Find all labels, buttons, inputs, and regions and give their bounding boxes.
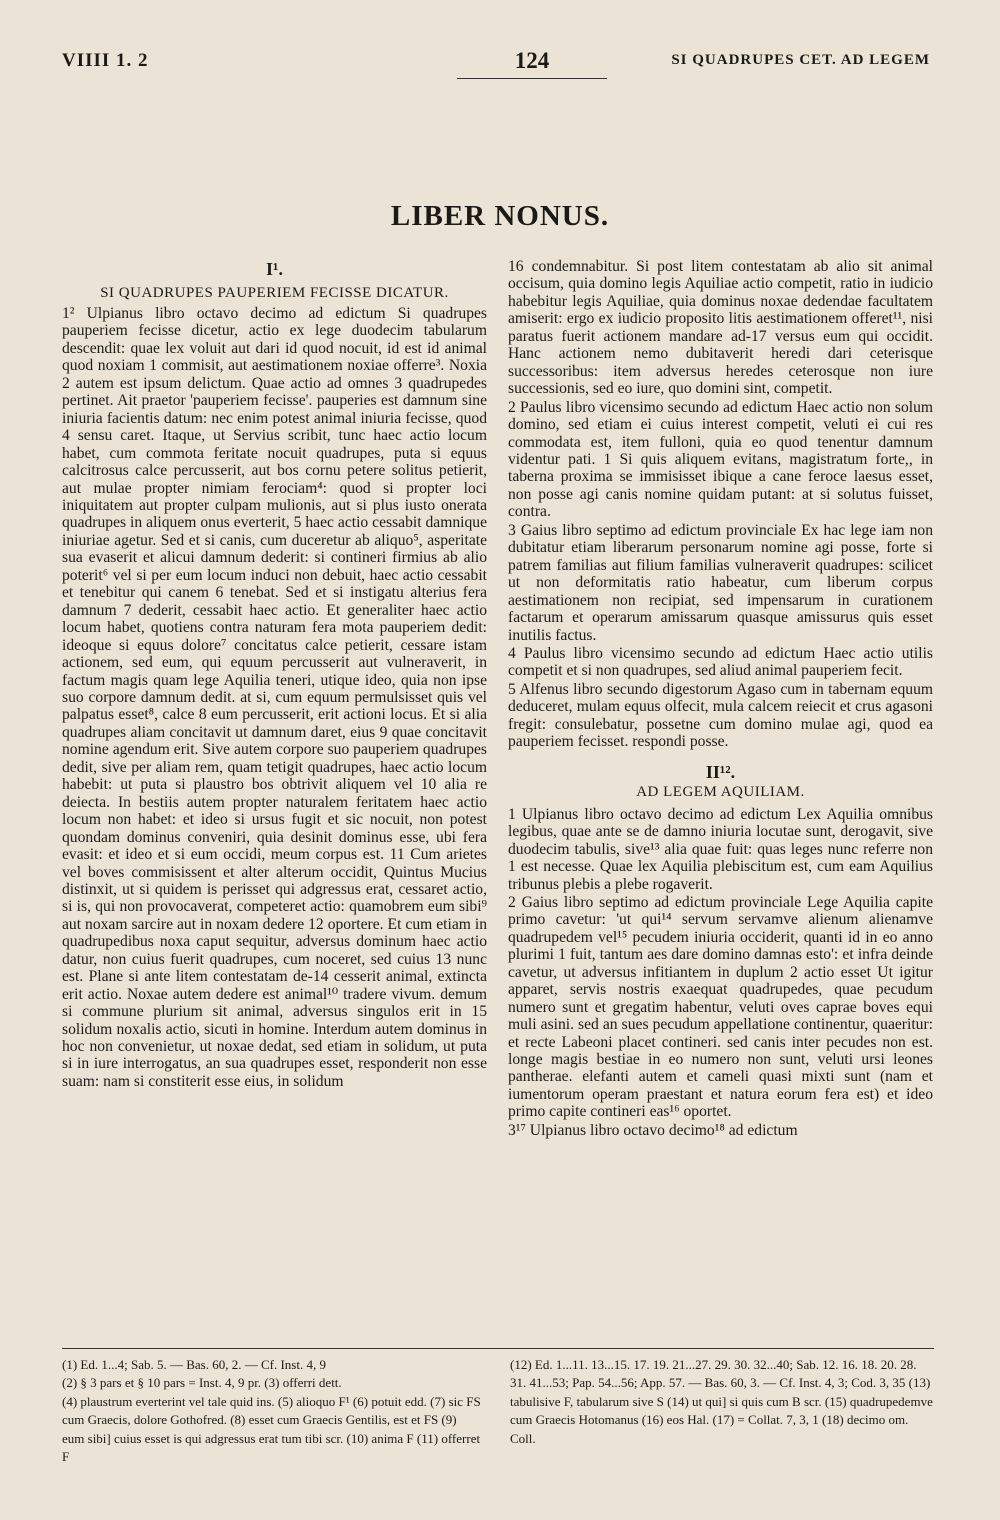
book-title: LIBER NONUS. — [390, 200, 610, 232]
text-paragraph: 4 Paulus libro vicensimo secundo ad edictum Haec actio utilis competit et si non quadrupes, sed aliud animal pauperiem fecit. — [508, 644, 933, 680]
text-paragraph: 1² Ulpianus libro octavo decimo ad edictum Si quadrupes pauperiem fecisse dicetur, actio ex lege duodecim tabularum descendit: quae lex voluit aut dari id quod nocuit, id est id animal quod noxiam 1 commisit, aut aestimationem noxiae offerre³. Noxia 2 autem est ipsum delictum. Quae actio ad omnes 3 quadrupedes pertinet. Ait praetor 'pauperiem fecisse'. pauperies est damnum sine iniuria facientis datum: nec enim potest animal iniuria fecisse, quod 4 sensu caret. Itaque, ut Servius scribit, tunc haec actio locum habet, cum commota feritate nocuit quadrupes, puta si equus calcitrosus calce percusserit, aut bos cornu petere solitus petierit, aut mulae propter nimiam ferociam⁴: quod si propter loci iniquitatem aut propter culpam mulionis, aut si plus iusto onerata quadrupes in aliquem onus everterit, 5 haec actio cessabit damnique iniuriae agetur. Sed et si canis, cum duceretur ab aliquo⁵, asperitate sua evaserit et alicui damnum dederit: si contineri firmius ab alio poterit⁶ vel si per eum locum induci non debuit, haec actio cessabit et tenebitur qui canem 6 tenebat. Sed et si instigatu alterius fera damnum 7 dederit, cessabit haec actio. Et generaliter haec actio locum habet, quotiens contra naturam fera mota pauperiem dedit: ideoque si equus dolore⁷ concitatus calce petierit, cessare istam actionem, sed eum, qui equum percusserit aut vulneraverit, in factum magis quam lege Aquilia teneri, utique ideo, quia non ipse suo corpore damnum dedit. at si, cum equum permulsisset quis vel palpatus esset⁸, calce 8 eum percusserit, erit actioni locus. Et si alia quadrupes aliam concitavit ut damnum daret, eius 9 quae concitavit nomine agendum erit. Sive autem corpore suo pauperiem quadrupes dedit, sive per aliam rem, quam tetigit quadrupes, haec actio locum habebit: ut puta si plaustro bos obtrivit aliquem vel 10 alia re deiecta. In bestiis autem propter naturalem feritatem haec actio locum non habet: et ideo si ursus fugit et sic nocuit, non potest quondam dominus conveniri, quia desinit dominus esse, ubi fera evasit: et ideo et si eum occidi, meum corpus est. 11 Cum arietes vel boves commisissent et alter alterum occidit, Quintus Mucius distinxit, ut si quidem is perisset qui adgressus erat, cessaret actio, si is, qui non provocaverat, competeret actio: quamobrem eum sibi⁹ aut noxam sarcire aut in noxam dedere 12 oportere. Et cum etiam in quadrupedibus noxa caput sequitur, adversus dominum haec actio datur, non cuius fuerit quadrupes, cum noceret, sed cuius 13 nunc est. Plane si ante litem contestatam de-14 cesserit animal, extincta erit actio. Noxae autem dedere est animal¹⁰ tradere vivum. demum si commune plurium sit animal, adversus singulos erit in 15 solidum noxalis actio, sicuti in homine. Interdum autem dominus in hoc non convenietur, ut noxae dedat, sed etiam in solidum, ut puta si in iure interrogatus, an sua quadrupes esset, responderit non esse suam: nam si constiterit esse eius, in solidum — [62, 305, 487, 1090]
footnote-entry: (12) Ed. 1...11. 13...15. 17. 19. 21...27. 29. 30. 32...40; Sab. 12. 16. 18. 20. 28. 31. 41...53; Pap. 54...56; App. 57. — Bas. 60, 3. — Cf. Inst. 4, 3; Cod. 3, 35 (13) tabulisive F, tabularum sive S (14) ut qui] si quis cum B scr. (15) quadrupedemve cum Graecis Hotomanus (16) eos Hal. (17) = Collat. 7, 3, 1 (18) decimo om. Coll. — [510, 1357, 933, 1446]
title-number: I¹. — [266, 259, 283, 279]
footnote-rule — [62, 1348, 934, 1349]
text-paragraph: 3¹⁷ Ulpianus libro octavo decimo¹⁸ ad edictum — [508, 1121, 798, 1139]
running-head-right: SI QUADRUPES CET. AD LEGEM — [671, 52, 930, 68]
footnote-entry: (2) § 3 pars et § 10 pars = Inst. 4, 9 pr. (3) offerri dett. — [62, 1375, 342, 1391]
running-head — [62, 48, 930, 78]
running-head-left: VIIII 1. 2 — [62, 50, 149, 71]
footnotes-right — [510, 1356, 935, 1448]
footnote-entry: (4) plaustrum everterint vel tale quid ins. (5) alioquo F¹ (6) potuit edd. (7) sic FS cum Graecis, dolore Gothofred. (8) esset cum Graecis Gentilis, est et FS (9) eum sibi] cuius esset is qui adgressus erat tum tibi scr. (10) anima F (11) offerret F — [62, 1393, 481, 1465]
footnote-entry: (1) Ed. 1...4; Sab. 5. — Bas. 60, 2. — Cf. Inst. 4, 9 — [62, 1357, 326, 1372]
text-paragraph: 1 Ulpianus libro octavo decimo ad edictum Lex Aquilia omnibus legibus, quae ante se de damno iniuria locutae sunt, derogavit, sive duodecim tabulis, sive¹³ alia quae fuit: quas leges nunc referre non 1 est necesse. Quae lex Aquilia plebiscitum est, cum eam Aquilius tribunus plebis a plebe rogaverit. — [508, 805, 933, 893]
text-paragraph: 5 Alfenus libro secundo digestorum Agaso cum in tabernam equum deduceret, mulam equus olfecit, mula calcem reiecit et crus agasoni fregit: consulebatur, possetne cum domino mulae agi, quod ea pauperiem fecisset. respondi posse. — [508, 680, 933, 751]
left-column — [62, 258, 487, 1090]
page-number: 124 — [514, 48, 550, 73]
title-number: II¹². — [705, 761, 736, 782]
title-name: AD LEGEM AQUILIAM. — [636, 783, 805, 800]
text-paragraph: 16 condemnabitur. Si post litem contestatam ab alio sit animal occisum, quia domino legis Aquiliae actio competit, ratio in iudicio habebitur legis Aquiliae, quia dominus noxae dedendae facultatem amiserit: ergo ex iudicio proposito litis aestimationem offeret¹¹, nisi paratus fuerit actionem mandare ad-17 versus eum qui occidit. Hanc actionem nemo dubitaverit heredi dari ceterisque successoribus: item adversus heredes ceterosque non iure successionis, sed eo iure, quo domini sint, competit. — [508, 258, 933, 398]
text-paragraph: 2 Gaius libro septimo ad edictum provinciale Lege Aquilia capite primo cavetur: 'ut qui¹⁴ servum servamve alienum alienamve quadrupedem vel¹⁵ pecudem iniuria occiderit, quanti id in eo anno plurimi 1 fuit, tantum aes dare domino damnas esto': et infra deinde cavetur, ut adversus infitiantem in duplum 2 actio esset Ut igitur apparet, servis nostris exaequat quadrupedes, quae pecudum numero sunt et gregatim habentur, veluti oves caprae boves equi muli asini. sed an sues pecudum appellatione continentur, quaeritur: et recte Labeoni placet contineri. sed canis inter pecudes non est. longe magis bestiae in eo numero non sunt, veluti ursi leones pantherae. elefanti autem et cameli quasi mixti sunt (nam et iumentorum operam praestant et natura eorum fera est) et ideo primo capite contineri eas¹⁶ oportet. — [508, 893, 933, 1121]
text-paragraph: 3 Gaius libro septimo ad edictum provinciale Ex hac lege iam non dubitatur etiam liberarum personarum nomine agi posse, forte si patrem familias aut filium familias vulneraverit quadrupes: scilicet ut non deformitatis ratio habeatur, cum liberum corpus aestimationem non recipiat, sed impensarum in curationem factarum et operarum amissarum quasque amissurus quis esset inutilis factus. — [508, 521, 933, 644]
right-column — [508, 258, 933, 1139]
text-paragraph: 2 Paulus libro vicensimo secundo ad edictum Haec actio non solum domino, sed etiam ei cuius interest competit, veluti ei cui res commodata est, item fulloni, quia eo quod tenentur damnum videntur pati. 1 Si quis aliquem evitans, magistratum forte,, in taberna proxima se immisisset ibique a cane feroce laesus esset, non posse agi canis nomine quidam putant: at si solutus fuisset, contra. — [508, 398, 933, 521]
page-number-rule — [457, 78, 607, 79]
footnotes-left — [62, 1356, 482, 1466]
title-name: SI QUADRUPES PAUPERIEM FECISSE DICATUR. — [100, 285, 449, 301]
